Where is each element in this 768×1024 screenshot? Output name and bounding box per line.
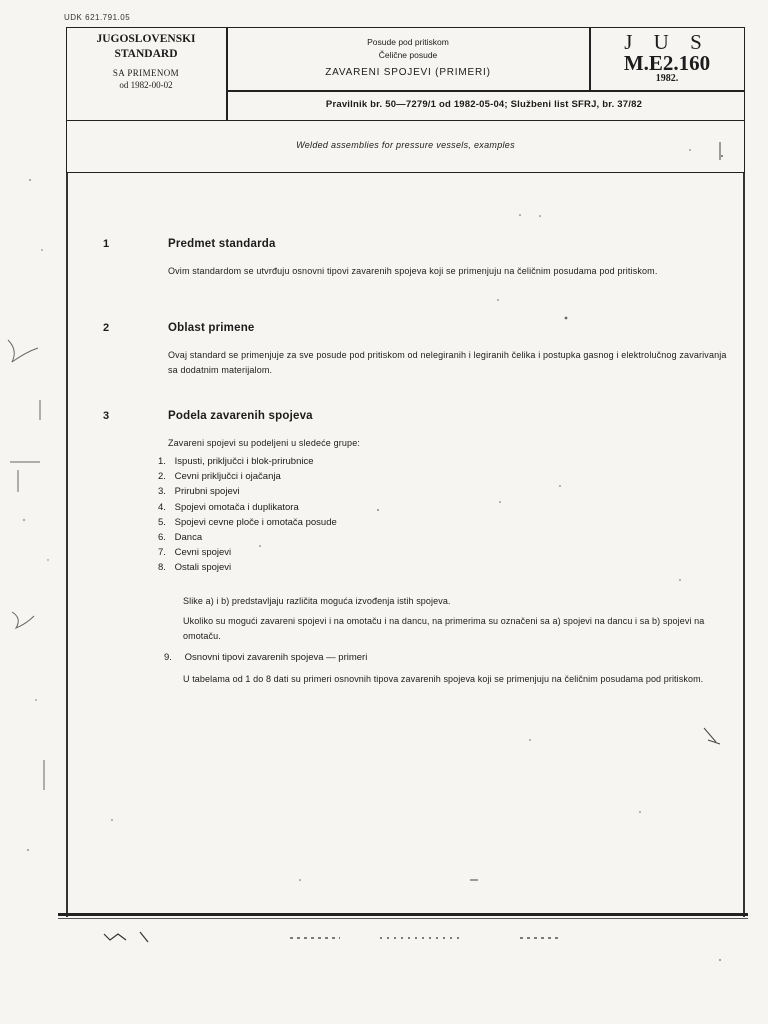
list-item-number: 6. [158,531,166,543]
list-item-label: Cevni priključci i ojačanja [174,471,281,483]
list-item-number: 8. [158,562,166,574]
section-number: 1 [103,238,110,250]
list-item-number: 7. [158,547,166,559]
udk-code: UDK 621.791.05 [64,13,131,22]
english-title: Welded assemblies for pressure vessels, examples [296,140,515,150]
list-item-number: 9. [164,652,172,663]
list-item-number: 3. [158,486,166,498]
note-text: U tabelama od 1 do 8 dati su primeri osnovnih tipova zavarenih spojeva koji se primenjuju na čeličnim posudama pod pritiskom. [183,674,704,684]
section-text: Ovaj standard se primenjuje za sve posude pod pritiskom od nelegiranih i legiranih čelika i postupka gasnog i elektrolučnog zavarivanja sa dodatnim materijalom. [168,350,727,375]
list-item-label: Danca [174,531,203,543]
standard-line: JUGOSLOVENSKI [96,33,196,45]
standard-line: SA PRIMENOM [112,68,180,78]
title-line: Čelične posude [378,50,438,60]
standard-date: od 1982-00-02 [119,80,173,90]
title-main: ZAVARENI SPOJEVI (PRIMERI) [325,67,491,78]
list-item-number: 5. [158,516,166,528]
standard-line: STANDARD [114,48,178,60]
list-item-label: Spojevi cevne ploče i omotača posude [174,516,337,528]
section-text: Ovim standardom se utvrđuju osnovni tipovi zavarenih spojeva koji se primenjuju na čeličnim posudama pod pritiskom. [168,266,658,276]
note-text: Ukoliko su mogući zavareni spojevi i na omotaču i na dancu, na primerima su označeni sa a) spojevi na dancu i sa b) spojevi na omotaču. [183,616,705,641]
regulation-reference: Pravilnik br. 50—7279/1 od 1982-05-04; Službeni list SFRJ, br. 37/82 [325,99,643,110]
list-item-number: 1. [158,456,166,467]
section-title: Podela zavarenih spojeva [168,410,313,422]
section-title: Predmet standarda [168,238,276,250]
section-text: Zavareni spojevi su podeljeni u sledeće grupe: [168,438,361,448]
list-item-label: Cevni spojevi [174,547,232,559]
list-item-number: 2. [158,471,166,483]
list-item-number: 4. [158,501,166,513]
section-number: 2 [103,322,110,334]
list-item-label: Prirubni spojevi [174,486,240,498]
standard-code: M.E2.160 [623,51,711,75]
section-title: Oblast primene [168,322,255,334]
list-item-label: Ispusti, priključci i blok-prirubnice [174,456,314,467]
list-item-label: Spojevi omotača i duplikatora [174,501,299,513]
section-number: 3 [103,410,110,422]
standard-year: 1982. [655,73,679,84]
list-item-label: Osnovni tipovi zavarenih spojeva — primeri [184,652,368,663]
title-line: Posude pod pritiskom [367,37,449,47]
list-item-label: Ostali spojevi [174,562,232,574]
jus-label: J U S [624,30,710,54]
note-text: Slike a) i b) predstavljaju različita moguća izvođenja istih spojeva. [183,596,451,606]
